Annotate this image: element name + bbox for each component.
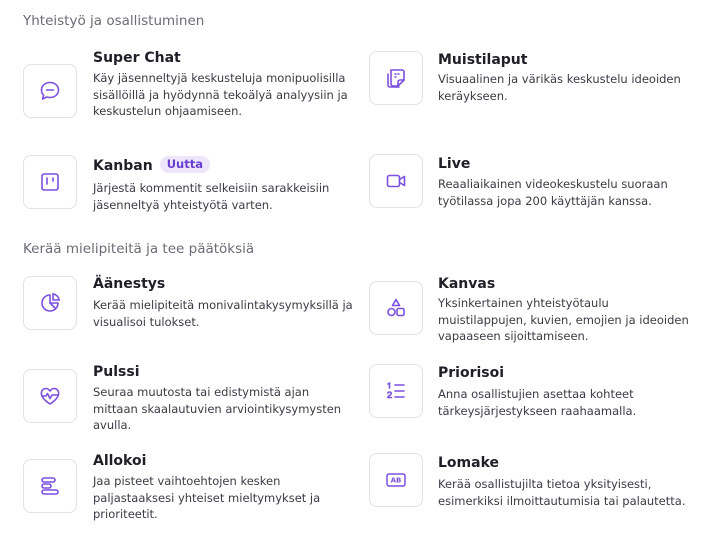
section-title-collaboration: Yhteistyö ja osallistuminen bbox=[23, 13, 205, 29]
allocation-bars-icon bbox=[23, 459, 77, 513]
chat-bubble-icon bbox=[23, 64, 77, 118]
numbered-list-icon bbox=[369, 364, 423, 418]
feature-description: Jaa pisteet vaihtoehtojen kesken paljastaaksesi yhteiset mieltymykset ja prioriteetit. bbox=[93, 474, 321, 521]
feature-title: Muistilaput bbox=[438, 52, 528, 68]
feature-description: Anna osallistujien asettaa kohteet tärkeysjärjestykseen raahaamalla. bbox=[438, 387, 637, 418]
sticky-notes-icon bbox=[369, 51, 423, 105]
feature-title: Kanvas bbox=[438, 276, 496, 292]
feature-title-text: Kanban bbox=[93, 158, 153, 174]
heart-pulse-icon bbox=[23, 369, 77, 423]
video-camera-icon bbox=[369, 154, 423, 208]
feature-title: Äänestys bbox=[93, 276, 166, 292]
feature-description: Reaaliaikainen videokeskustelu suoraan työtilassa jopa 200 käyttäjän kanssa. bbox=[438, 177, 668, 208]
feature-description: Kerää osallistujilta tietoa yksityisesti, esimerkiksi ilmoittautumisia tai palautetta. bbox=[438, 477, 686, 508]
kanban-board-icon bbox=[23, 155, 77, 209]
form-field-icon bbox=[369, 453, 423, 507]
feature-title: Super Chat bbox=[93, 50, 181, 66]
feature-description: Käy jäsenneltyjä keskusteluja monipuolisilla sisällöillä ja hyödynnä tekoälyä analyysiin ja keskustelun ohjaamiseen. bbox=[93, 71, 348, 118]
feature-title: Live bbox=[438, 156, 471, 172]
shapes-icon bbox=[369, 281, 423, 335]
feature-description: Järjestä kommentit selkeisiin sarakkeisiin jäsenneltyä yhteistyötä varten. bbox=[93, 181, 330, 212]
feature-title: Allokoi bbox=[93, 453, 147, 469]
feature-description: Kerää mielipiteitä monivalintakysymyksillä ja visualisoi tulokset. bbox=[93, 298, 353, 329]
pie-chart-icon bbox=[23, 276, 77, 330]
feature-description: Visuaalinen ja värikäs keskustelu ideoiden keräykseen. bbox=[438, 72, 681, 103]
feature-description: Seuraa muutosta tai edistymistä ajan mittaan skaalautuvien arviointikysymysten avulla. bbox=[93, 385, 342, 432]
feature-description: Yksinkertainen yhteistyötaulu muistilappujen, kuvien, emojien ja ideoiden vapaaseen sijoittamiseen. bbox=[438, 296, 689, 343]
feature-title: Pulssi bbox=[93, 364, 140, 380]
feature-title: Lomake bbox=[438, 455, 500, 471]
svg-text:AB: AB bbox=[390, 476, 402, 485]
feature-title: Priorisoi bbox=[438, 365, 505, 381]
new-badge: Uutta bbox=[160, 156, 210, 173]
feature-title bbox=[93, 156, 210, 174]
section-title-opinions: Kerää mielipiteitä ja tee päätöksiä bbox=[23, 241, 255, 257]
